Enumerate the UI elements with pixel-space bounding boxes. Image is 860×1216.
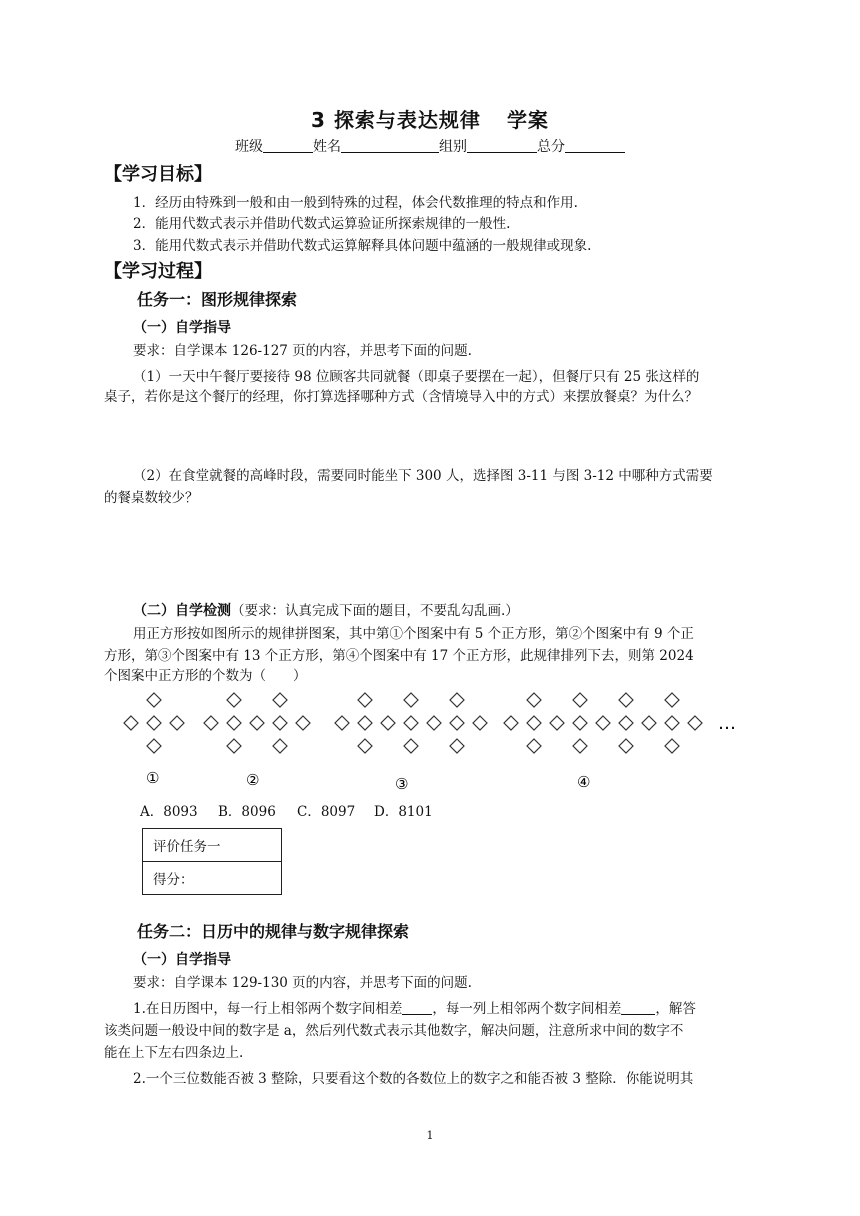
eval-score-cell[interactable]: 得分： [143,862,282,895]
objectives-heading: 【学习目标】 [104,164,212,185]
figure-label-3: ③ [395,775,409,793]
row-difference-blank[interactable] [402,1000,432,1015]
pattern-4 [504,693,702,753]
page-number: 1 [426,1129,434,1142]
figure-label-4: ④ [577,773,591,791]
name-label: 姓名 [313,139,341,155]
task2-requirement: 要求：自学课本 129-130 页的内容，并思考下面的问题. [133,975,472,991]
task1-requirement: 要求：自学课本 126-127 页的内容，并思考下面的问题. [133,343,472,359]
check-note: （要求：认真完成下面的题目，不要乱勾乱画.） [231,603,519,619]
problem-line2: 方形，第③个图案中有 13 个正方形，第④个图案中有 17 个正方形，此规律排列下去，则第 2024 [104,648,694,664]
objective-item: 3．能用代数式表示并借助代数式运算解释具体问题中蕴涵的一般规律或现象. [133,238,592,254]
task2-p1-part-a: 1.在日历图中，每一行上相邻两个数字间相差 [133,1001,403,1017]
pattern-2 [204,693,310,753]
figure-label-1: ① [146,769,160,787]
group-label: 组别 [439,139,467,155]
task2-p1-line3: 能在上下左右四条边上. [104,1045,244,1061]
diamond-pattern-figure [0,685,860,795]
check-title-line [133,599,519,620]
option-c[interactable]: C．8097 [297,804,356,820]
group-blank[interactable] [467,138,537,153]
task2-p1-line2: 该类问题一般设中间的数字是 a，然后列代数式表示其他数字，解决问题，注意所求中间的数字不 [104,1023,684,1039]
name-blank[interactable] [341,138,439,153]
eval-title-cell: 评价任务一 [143,829,282,862]
task2-p1-part-b: ，每一列上相邻两个数字间相差 [432,1001,622,1017]
task1-q2-line2: 的餐桌数较少？ [104,490,199,506]
pattern-1 [124,693,184,753]
objective-item: 2．能用代数式表示并借助代数式运算验证所探索规律的一般性. [133,216,511,232]
task2-guide-title: （一）自学指导 [133,952,231,968]
option-d[interactable]: D．8101 [374,804,433,820]
task2-title: 任务二：日历中的规律与数字规律探索 [137,922,410,941]
class-blank[interactable] [263,138,313,153]
figure-label-2: ② [246,771,260,789]
student-info-line [0,136,860,156]
process-heading: 【学习过程】 [104,261,212,282]
score-blank[interactable] [565,138,625,153]
problem-line1: 用正方形按如图所示的规律拼图案，其中第①个图案中有 5 个正方形，第②个图案中有 9 个正 [133,626,694,642]
answer-options [140,800,433,820]
problem-line3: 个图案中正方形的个数为（ ） [104,668,307,684]
task1-q1-line2: 桌子，若你是这个餐厅的经理，你打算选择哪种方式（含情境导入中的方式）来摆放餐桌？为什么？ [104,389,698,405]
ellipsis: … [718,713,736,734]
task1-guide-title: （一）自学指导 [133,320,231,336]
title-number: 3 [311,108,326,132]
task2-p2-line1: 2.一个三位数能否被 3 整除，只要看这个数的各数位上的数字之和能否被 3 整除．你能说明其 [133,1071,694,1087]
column-difference-blank[interactable] [621,1000,655,1015]
pattern-3 [335,693,487,753]
task1-title: 任务一：图形规律探索 [137,290,298,309]
task1-q1-line1: （1）一天中午餐厅要接待 98 位顾客共同就餐（即桌子要摆在一起），但餐厅只有 25 张这样的 [133,369,700,385]
class-label: 班级 [235,139,263,155]
page-title [0,104,860,133]
option-b[interactable]: B．8096 [218,804,276,820]
task2-p1-part-c: ，解答 [655,1001,696,1017]
objective-item: 1．经历由特殊到一般和由一般到特殊的过程，体会代数推理的特点和作用. [133,195,578,211]
option-a[interactable]: A．8093 [140,804,198,820]
check-title: （二）自学检测 [133,603,231,619]
title-suffix: 学案 [506,108,549,132]
title-main: 探索与表达规律 [333,108,481,132]
score-label: 总分 [537,139,565,155]
task1-q2-line1: （2）在食堂就餐的高峰时段，需要同时能坐下 300 人，选择图 3-11 与图 3-12 中哪种方式需要 [133,468,713,484]
evaluation-table [142,828,282,895]
